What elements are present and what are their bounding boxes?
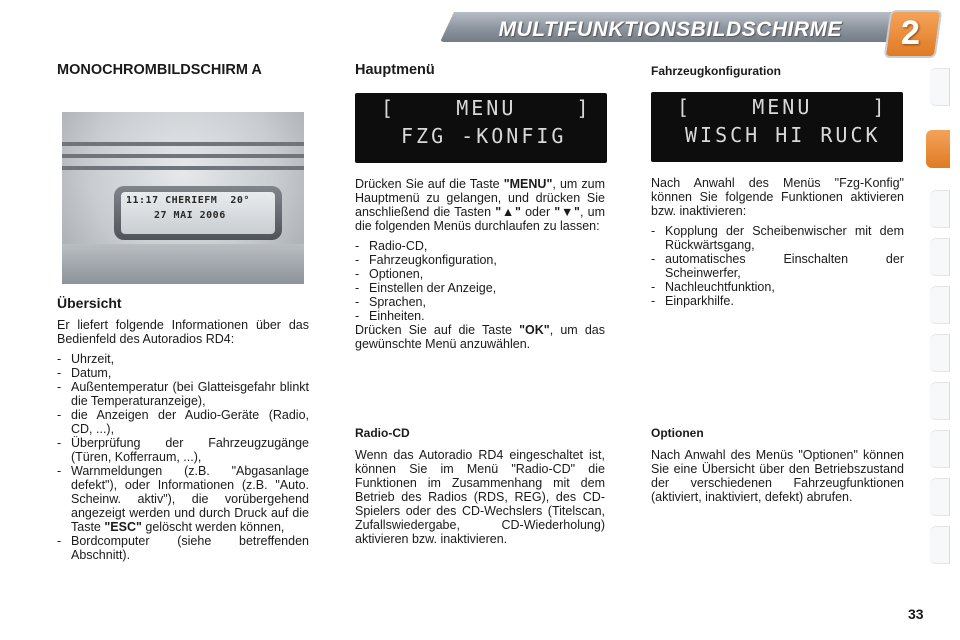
lcd-line-1: [ MENU ] — [677, 95, 888, 119]
ok-key: "OK" — [519, 323, 550, 337]
up-key: "▲" — [495, 205, 521, 219]
list-item: - Fahrzeugkonfiguration, — [355, 253, 605, 267]
list-item: - Einparkhilfe. — [651, 294, 904, 308]
lcd-menu-fzg — [355, 93, 607, 163]
text: oder — [520, 205, 555, 219]
vent-slat — [62, 142, 304, 146]
options-text: Nach Anwahl des Menüs "Optionen" können Sie eine Übersicht über den Betriebszustand der verschiedenen Fahrzeugfunktionen (aktiviert, inaktiviert, defekt) abrufen. — [651, 448, 904, 504]
text: , um die folgenden Menüs durchlaufen zu lassen: — [355, 205, 605, 233]
section-heading-main-menu: Hauptmenü — [355, 62, 435, 78]
warn-text-b: gelöscht werden können, — [141, 520, 285, 534]
chapter-tab-6[interactable] — [930, 334, 950, 372]
section-heading-vehicle-config: Fahrzeugkonfiguration — [651, 64, 781, 78]
list-item: - Nachleuchtfunktion, — [651, 280, 904, 294]
vehicle-config-intro: Nach Anwahl des Menüs "Fzg-Konfig" können Sie folgende Funktionen aktivieren bzw. inaktivieren: — [651, 176, 904, 218]
list-item: - Uhrzeit, — [57, 352, 309, 366]
chapter-tab-5[interactable] — [930, 286, 950, 324]
section-heading-monochrome: MONOCHROMBILDSCHIRM A — [57, 62, 262, 78]
chapter-tab-3[interactable] — [930, 190, 950, 228]
chapter-tabs — [926, 68, 950, 578]
warn-text-a: Warnmeldungen (z.B. "Abgasanlage defekt"), oder Informationen (z.B. "Auto. Scheinw. aktiv"), die vorübergehend angezeigt werden und durch Druck auf die Taste — [71, 464, 309, 534]
lcd-line-2: FZG -KONFIG — [401, 124, 567, 148]
lcd-menu-wisch — [651, 92, 903, 162]
list-item: - Einstellen der Anzeige, — [355, 281, 605, 295]
list-item: - Sprachen, — [355, 295, 605, 309]
chapter-tab-7[interactable] — [930, 382, 950, 420]
vehicle-config-list — [651, 224, 904, 308]
list-item: - Bordcomputer (siehe betreffenden Abschnitt). — [57, 534, 309, 562]
page-number: 33 — [908, 606, 924, 622]
chapter-title: MULTIFUNKTIONSBILDSCHIRME — [498, 18, 842, 41]
subheading-options: Optionen — [651, 426, 704, 440]
lcd-line-2: WISCH HI RUCK — [685, 123, 881, 147]
text: Drücken Sie auf die Taste — [355, 323, 520, 337]
radio-cd-text: Wenn das Autoradio RD4 eingeschaltet ist, können Sie im Menü "Radio-CD" die Funktionen im Zusammenhang mit dem Betrieb des Radios (RDS, REG), des CD-Spielers oder des CD-Wechslers (Titelscan, Zufallswiedergabe, CD-Wiederholung) aktivieren bzw. inaktivieren. — [355, 448, 605, 546]
list-item: - Einheiten. — [355, 309, 605, 323]
menu-key: "MENU" — [503, 177, 553, 191]
subheading-radio-cd: Radio-CD — [355, 426, 410, 440]
chapter-tab-10[interactable] — [930, 526, 950, 564]
display-date: 27 MAI 2006 — [154, 210, 226, 221]
column-vehicle-config — [651, 58, 904, 308]
column-monochrome-display — [57, 58, 309, 77]
overview-block — [57, 296, 309, 562]
list-item: - die Anzeigen der Audio-Geräte (Radio, CD, ...), — [57, 408, 309, 436]
text: , um zum Hauptmenü zu gelangen, und drücken Sie anschließend die Tasten — [355, 177, 605, 219]
list-item: - Optionen, — [355, 267, 605, 281]
text: , um das gewünschte Menü anzuwählen. — [355, 323, 606, 351]
down-key: "▼" — [554, 205, 580, 219]
menu-list — [355, 239, 605, 323]
options-block — [651, 420, 904, 504]
main-menu-instructions — [355, 177, 605, 233]
column-main-menu — [355, 58, 605, 351]
display-time-station: 11:17 CHERIEFM 20° — [126, 195, 250, 206]
vent-slat — [62, 166, 304, 170]
esc-key: "ESC" — [104, 520, 142, 534]
list-item: - Datum, — [57, 366, 309, 380]
dashboard-lower — [62, 244, 304, 284]
lcd-line-1: [ MENU ] — [381, 96, 592, 120]
chapter-tab-4[interactable] — [930, 238, 950, 276]
page-header — [440, 8, 910, 44]
dashboard-display-photo — [62, 112, 304, 284]
chapter-tab-9[interactable] — [930, 478, 950, 516]
overview-list — [57, 352, 309, 562]
text: Drücken Sie auf die Taste — [355, 177, 504, 191]
chapter-tab-2-active[interactable] — [926, 130, 950, 168]
list-item: - automatisches Einschalten der Scheinwerfer, — [651, 252, 904, 280]
vent-slat — [62, 154, 304, 158]
subheading-overview: Übersicht — [57, 295, 122, 311]
overview-intro: Er liefert folgende Informationen über das Bedienfeld des Autoradios RD4: — [57, 318, 309, 346]
list-item: - Kopplung der Scheibenwischer mit dem Rückwärtsgang, — [651, 224, 904, 252]
list-item: - Radio-CD, — [355, 239, 605, 253]
list-item — [57, 464, 309, 534]
ok-instructions — [355, 323, 605, 351]
chapter-number: 2 — [901, 14, 920, 52]
chapter-tab-8[interactable] — [930, 430, 950, 468]
list-item: - Außentemperatur (bei Glatteisgefahr blinkt die Temperaturanzeige), — [57, 380, 309, 408]
radio-cd-block — [355, 420, 605, 546]
list-item: - Überprüfung der Fahrzeugzugänge (Türen, Kofferraum, ...), — [57, 436, 309, 464]
chapter-tab-1[interactable] — [930, 68, 950, 106]
